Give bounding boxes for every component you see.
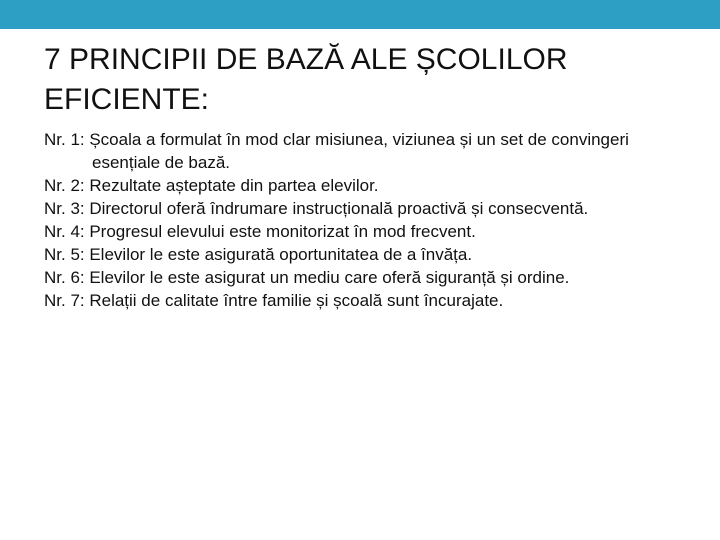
principle-item-3: Nr. 3: Directorul oferă îndrumare instrucțională proactivă și consecventă.: [44, 199, 589, 218]
slide-title-line-2: EFICIENTE:: [44, 83, 210, 116]
principle-item-5: Nr. 5: Elevilor le este asigurată oportunitatea de a învăța.: [44, 245, 473, 264]
slide-title-line-1: 7 PRINCIPII DE BAZĂ ALE ȘCOLILOR: [44, 43, 568, 76]
principle-item-4: Nr. 4: Progresul elevului este monitorizat în mod frecvent.: [44, 222, 476, 241]
top-accent-bar: [0, 0, 720, 29]
principle-item-6: Nr. 6: Elevilor le este asigurat un mediu care oferă siguranță și ordine.: [44, 268, 570, 287]
principles-list: [44, 128, 684, 312]
principle-item-7: Nr. 7: Relații de calitate între familie și școală sunt încurajate.: [44, 291, 504, 310]
slide-title: [44, 40, 684, 120]
principle-item-1: Nr. 1: Școala a formulat în mod clar misiunea, viziunea și un set de convingeri esențiale de bază.: [44, 130, 629, 172]
principle-item-2: Nr. 2: Rezultate așteptate din partea elevilor.: [44, 176, 379, 195]
